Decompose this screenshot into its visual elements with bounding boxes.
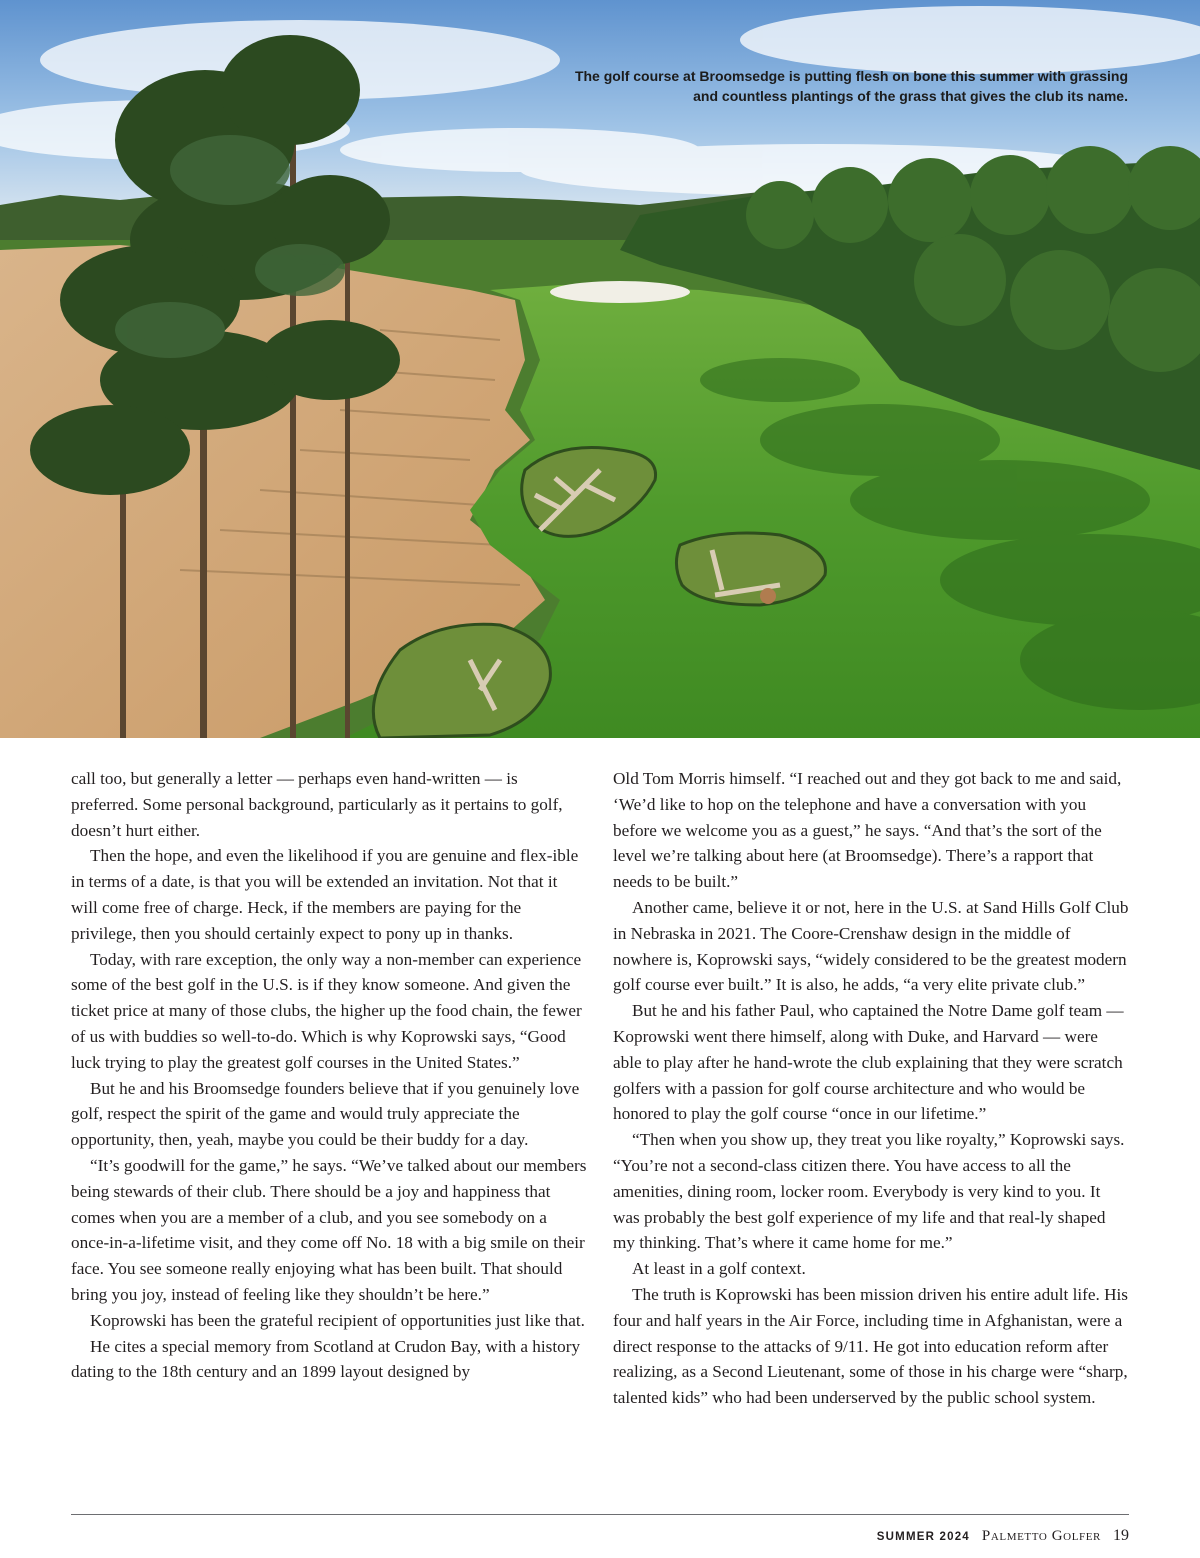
page-footer — [877, 1527, 1129, 1547]
issue-date: SUMMER 2024 — [876, 1531, 970, 1543]
paragraph: “Then when you show up, they treat you like royalty,” Koprowski says. “You’re not a second-class citizen there. You have access to all the amenities, dining room, locker room. Everybody is very kind to you. It was probably the best golf experience of my life and that real-ly shaped my thinking. That’s where it came home for me.” — [613, 1130, 1125, 1253]
paragraph: But he and his Broomsedge founders believe that if you genuinely love golf, respect the spirit of the game and would truly appreciate the opportunity, then, yeah, maybe you could be their buddy for a day. — [71, 1078, 580, 1150]
paragraph: “It’s goodwill for the game,” he says. “We’ve talked about our members being stewards of their club. There should be a joy and happiness that comes when you are a member of a club, and you see somebody on a once-in-a-lifetime visit, and they come off No. 18 with a big smile on their face. You see someone really enjoying what has been built. That should bring you joy, instead of feeling like they shouldn’t be here.” — [71, 1155, 587, 1304]
paragraph: call too, but generally a letter — perhaps even hand-written — is preferred. Some personal background, particularly as it pertains to golf, doesn’t hurt either. — [71, 769, 563, 840]
article-column-left — [71, 766, 587, 1385]
page-number: 19 — [1113, 1527, 1129, 1544]
bunker-middle — [676, 533, 825, 605]
paragraph: Old Tom Morris himself. “I reached out and they got back to me and said, ‘We’d like to hop on the telephone and have a conversation with you before we welcome you as a guest,” he says. “And that’s the sort of the level we’re talking about here (at Broomsedge). There’s a rapport that needs to be built.” — [613, 769, 1122, 892]
paragraph: Another came, believe it or not, here in the U.S. at Sand Hills Golf Club in Nebraska in 2021. The Coore-Crenshaw design in the middle of nowhere is, Koprowski says, “widely considered to be the greatest modern golf course ever built.” It is also, he adds, “a very elite private club.” — [613, 897, 1129, 995]
paragraph: Then the hope, and even the likelihood if you are genuine and flex-ible in terms of a date, is that you will be extended an invitation. Not that it will come free of charge. Heck, if the members are paying for the privilege, then you should certainly expect to pony up in thanks. — [71, 846, 579, 943]
paragraph: The truth is Koprowski has been mission driven his entire adult life. His four and half years in the Air Force, including time in Afghanistan, were a direct response to the attacks of 9/11. He got into education reform after realizing, as a Second Lieutenant, some of those in his charge were “sharp, talented kids” who had been underserved by the public school system. — [613, 1284, 1128, 1408]
paragraph: But he and his father Paul, who captained the Notre Dame golf team — Koprowski went there himself, along with Duke, and Harvard — were able to play after he hand-wrote the club explaining that they were scratch golfers with a passion for golf course architecture and who would be honored to play the golf course “once in our lifetime.” — [613, 1001, 1124, 1124]
paragraph: He cites a special memory from Scotland at Crudon Bay, with a history dating to the 18th century and an 1899 layout designed by — [71, 1336, 581, 1382]
footer-divider — [71, 1514, 1129, 1515]
article-column-right — [613, 766, 1129, 1411]
hero-photo — [0, 0, 1200, 738]
paragraph: At least in a golf context. — [632, 1259, 806, 1279]
paragraph: Koprowski has been the grateful recipient of opportunities just like that. — [90, 1310, 585, 1330]
article-body — [71, 766, 1129, 1478]
magazine-name: Palmetto Golfer — [981, 1528, 1101, 1544]
photo-caption: The golf course at Broomsedge is putting flesh on bone this summer with grassing and countless plantings of the grass that gives the club its name. — [574, 68, 1128, 104]
golf-course-aerial-illustration — [0, 0, 1200, 738]
paragraph: Today, with rare exception, the only way a non-member can experience some of the best golf in the U.S. is if they know someone. And given the ticket price at many of those clubs, the higher up the food chain, the fewer of us with buddies so well-to-do. Which is why Koprowski says, “Good luck trying to play the greatest golf courses in the United States.” — [71, 949, 582, 1072]
distant-bunker — [550, 281, 690, 303]
